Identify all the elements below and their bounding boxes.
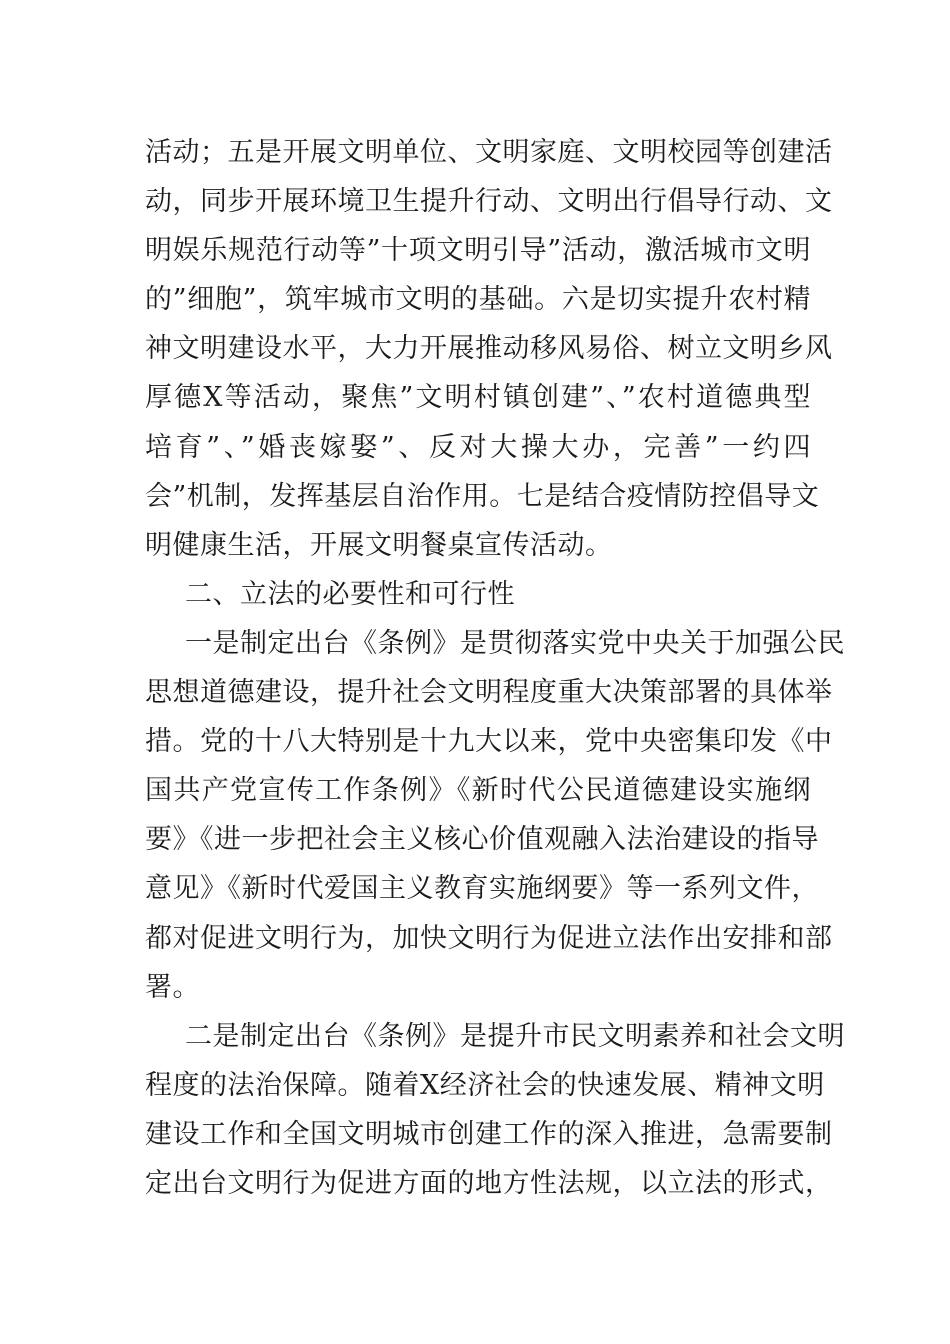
text-line: 明健康生活，开展文明餐桌宣传活动。	[145, 529, 613, 561]
text-line: 都对促进文明行为，加快文明行为促进立法作出安排和部	[145, 922, 833, 954]
text-line: 程度的法治保障。随着X经济社会的快速发展、精神文明	[145, 1069, 825, 1101]
text-line: 措。党的十八大特别是十九大以来，党中央密集印发《中	[145, 726, 833, 758]
text-line: 的”细胞”，筑牢城市文明的基础。六是切实提升农村精	[145, 284, 811, 316]
text-line: 意见》《新时代爱国主义教育实施纲要》等一系列文件，	[145, 873, 819, 905]
text-line: 要》《进一步把社会主义核心价值观融入法治建设的指导	[145, 824, 819, 856]
section-heading: 二、立法的必要性和可行性	[185, 578, 515, 610]
text-line: 一是制定出台《条例》是贯彻落实党中央关于加强公民	[185, 627, 845, 659]
text-line: 动，同步开展环境卫生提升行动、文明出行倡导行动、文	[145, 186, 833, 218]
text-line: 厚德X等活动，聚焦”文明村镇创建”、”农村道德典型	[145, 382, 811, 414]
text-line: 思想道德建设，提升社会文明程度重大决策部署的具体举	[145, 677, 833, 709]
text-line: 会”机制，发挥基层自治作用。七是结合疫情防控倡导文	[145, 480, 820, 512]
text-line: 署。	[145, 971, 200, 1003]
text-line: 二是制定出台《条例》是提升市民文明素养和社会文明	[185, 1020, 845, 1052]
text-line: 培育”、”婚丧嫁娶”、反对大操大办，完善”一约四	[145, 431, 811, 463]
text-line: 明娱乐规范行动等”十项文明引导”活动，激活城市文明	[145, 235, 811, 267]
text-line: 国共产党宣传工作条例》《新时代公民道德建设实施纲	[145, 775, 811, 807]
text-line: 定出台文明行为促进方面的地方性法规，以立法的形式，	[145, 1167, 833, 1199]
text-line: 活动；五是开展文明单位、文明家庭、文明校园等创建活	[145, 137, 833, 168]
body-text	[145, 128, 845, 1208]
text-line: 神文明建设水平，大力开展推动移风易俗、树立文明乡风	[145, 333, 833, 365]
text-line: 建设工作和全国文明城市创建工作的深入推进，急需要制	[145, 1118, 833, 1150]
